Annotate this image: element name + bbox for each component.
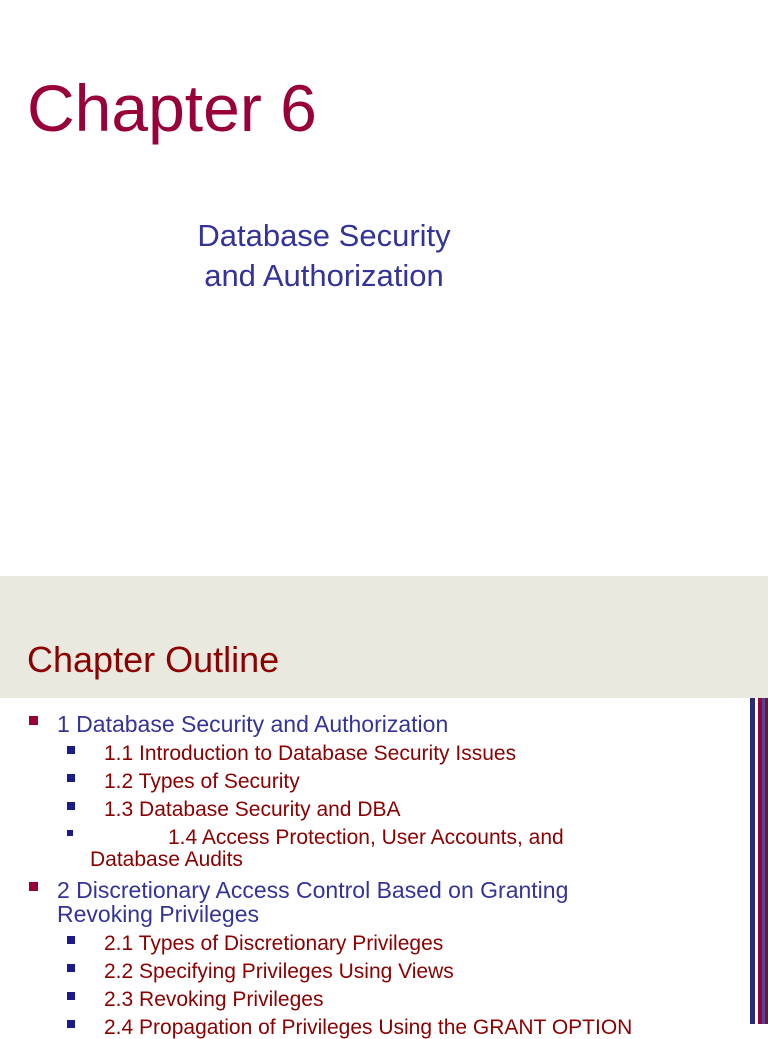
square-bullet-icon	[67, 936, 75, 944]
outline-item-2-3: 2.3 Revoking Privileges	[104, 988, 324, 1011]
outline-item-2: 2 Discretionary Access Control Based on Granting	[57, 877, 569, 903]
outline-item-1-1: 1.1 Introduction to Database Security Issues	[104, 742, 517, 765]
square-bullet-icon	[67, 774, 75, 782]
subtitle-line-1: Database Security	[197, 218, 451, 253]
square-bullet-icon	[67, 1020, 75, 1028]
outline-item-2-2: 2.2 Specifying Privileges Using Views	[104, 960, 454, 983]
square-bullet-icon	[67, 830, 73, 836]
subtitle-line-2: and Authorization	[204, 258, 444, 293]
outline-item-2-1: 2.1 Types of Discretionary Privileges	[104, 932, 444, 955]
square-bullet-icon	[67, 992, 75, 1000]
outline-item-1-2: 1.2 Types of Security	[104, 770, 300, 793]
outline-item-1-3: 1.3 Database Security and DBA	[104, 798, 401, 821]
square-bullet-icon	[67, 964, 75, 972]
outline-title: Chapter Outline	[27, 639, 280, 680]
square-bullet-icon	[67, 746, 75, 754]
square-bullet-icon	[67, 802, 75, 810]
outline-slide	[0, 576, 768, 1039]
square-bullet-icon	[29, 716, 38, 725]
outline-item-1-4: 1.4 Access Protection, User Accounts, and	[168, 826, 564, 849]
outline-item-2-4: 2.4 Propagation of Privileges Using the GRANT OPTION	[104, 1016, 633, 1039]
chapter-title: Chapter 6	[27, 71, 317, 145]
outline-item-1: 1 Database Security and Authorization	[57, 711, 449, 737]
decorative-stripes	[750, 698, 768, 1024]
outline-item-1-4-cont: Database Audits	[90, 848, 243, 871]
outline-item-2-cont: Revoking Privileges	[57, 901, 259, 927]
square-bullet-icon	[29, 882, 38, 891]
chapter-subtitle	[164, 216, 484, 296]
